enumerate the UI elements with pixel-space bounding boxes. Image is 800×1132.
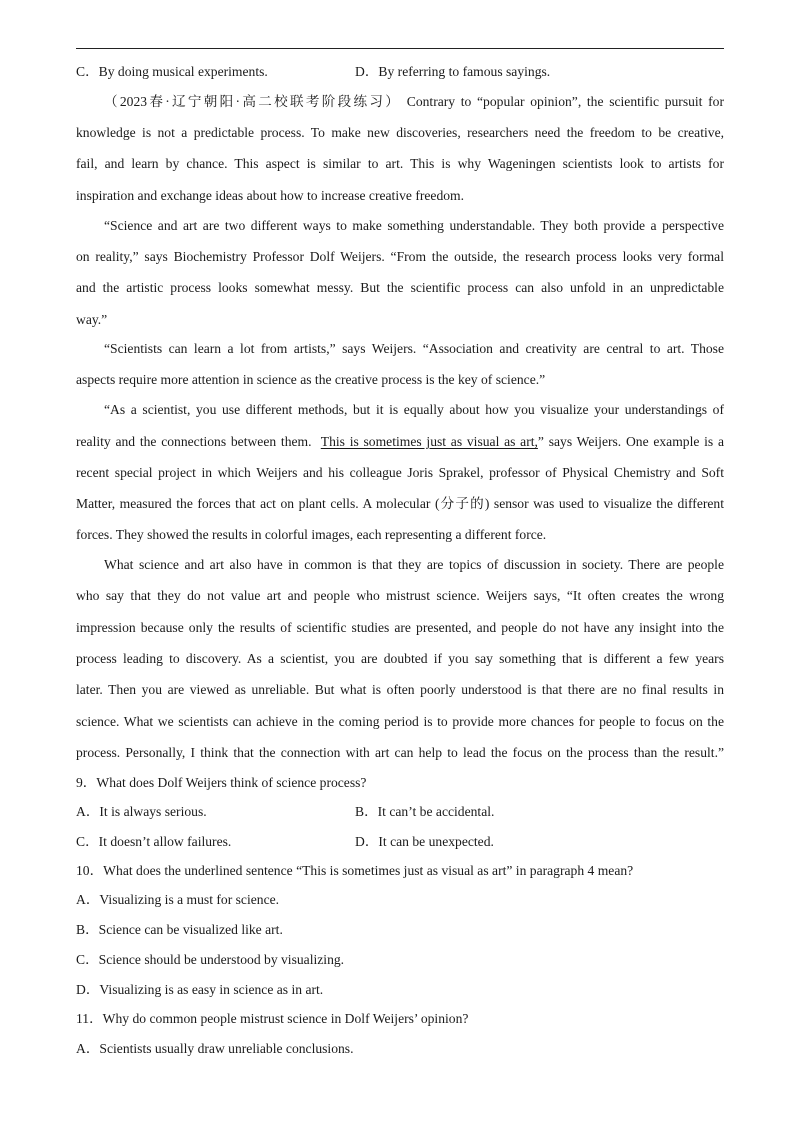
- passage-p4-line4: Matter, measured the forces that act on plant cells. A molecular (分子的) sensor was used to visualize the different: [76, 496, 724, 511]
- passage-p1-line2: knowledge is not a predictable process. To make new discoveries, researchers need the freedom to be creative,: [76, 125, 724, 140]
- question-source: （2023春·辽宁朝阳·高二校联考阶段练习）: [104, 94, 402, 109]
- option-c-prev[interactable]: C．By doing musical experiments.: [76, 64, 268, 79]
- question-10-stem: 10．What does the underlined sentence “This is sometimes just as visual as art” in paragraph 4 mean?: [76, 863, 634, 878]
- passage-p3-line1: “Scientists can learn a lot from artists,” says Weijers. “Association and creativity are central to art. Those: [104, 341, 724, 356]
- passage-p5-line2: who say that they do not value art and people who mistrust science. Weijers says, “It often creates the wrong: [76, 588, 724, 603]
- underlined-sentence: This is sometimes just as visual as art,: [320, 434, 538, 449]
- question-9-stem: 9．What does Dolf Weijers think of science process?: [76, 775, 367, 790]
- passage-p2-line1: “Science and art are two different ways to make something understandable. They both provide a perspective: [104, 218, 724, 233]
- passage-p5-line3: impression because only the results of scientific studies are presented, and people do not have any insight into the: [76, 620, 724, 635]
- question-9-option-c[interactable]: C．It doesn’t allow failures.: [76, 834, 232, 849]
- header-rule: [76, 48, 724, 49]
- question-11-option-a[interactable]: A．Scientists usually draw unreliable conclusions.: [76, 1041, 354, 1056]
- passage-p5-line4: process leading to discovery. As a scientist, you are doubted if you say something that is different a few years: [76, 651, 724, 666]
- question-10-option-d[interactable]: D．Visualizing is as easy in science as in art.: [76, 982, 324, 997]
- passage-p3-line2: aspects require more attention in science as the creative process is the key of science.”: [76, 372, 546, 387]
- question-11-stem: 11．Why do common people mistrust science in Dolf Weijers’ opinion?: [76, 1011, 469, 1026]
- question-9-option-a[interactable]: A．It is always serious.: [76, 804, 207, 819]
- passage-p2-line2: on reality,” says Biochemistry Professor Dolf Weijers. “From the outside, the research process looks very formal: [76, 249, 724, 264]
- question-9-option-d[interactable]: D．It can be unexpected.: [355, 834, 494, 849]
- question-10-option-a[interactable]: A．Visualizing is a must for science.: [76, 892, 280, 907]
- passage-p5-line6: science. What we scientists can achieve in the coming period is to provide more chances for people to focus on the: [76, 714, 724, 729]
- passage-p1-line1: （2023春·辽宁朝阳·高二校联考阶段练习） Contrary to “popular opinion”, the scientific pursuit for: [104, 94, 724, 109]
- passage-p1-line4: inspiration and exchange ideas about how to increase creative freedom.: [76, 188, 465, 203]
- option-d-prev[interactable]: D．By referring to famous sayings.: [355, 64, 551, 79]
- passage-p5-line1: What science and art also have in common is that they are topics of discussion in society. There are people: [104, 557, 724, 572]
- question-9-option-b[interactable]: B．It can’t be accidental.: [355, 804, 495, 819]
- passage-p4-line2: reality and the connections between them. This is sometimes just as visual as art,” says Weijers. One example is a: [76, 434, 724, 449]
- passage-p2-line3: and the artistic process looks somewhat messy. But the scientific process can also unfold in an unpredictable: [76, 280, 724, 295]
- passage-p5-line7: process. Personally, I think that the connection with art can help to lead the focus on the process than the result.”: [76, 745, 724, 760]
- passage-p1-line3: fail, and learn by chance. This aspect is similar to art. This is why Wageningen scientists look to artists for: [76, 156, 724, 171]
- passage-p4-line5: forces. They showed the results in colorful images, each representing a different force.: [76, 527, 547, 542]
- question-10-option-c[interactable]: C．Science should be understood by visualizing.: [76, 952, 345, 967]
- passage-p4-line3: recent special project in which Weijers and his colleague Joris Sprakel, professor of Physical Chemistry and Soft: [76, 465, 724, 480]
- passage-p2-line4: way.”: [76, 312, 108, 327]
- passage-p4-line1: “As a scientist, you use different methods, but it is equally about how you visualize your understandings of: [104, 402, 724, 417]
- question-10-option-b[interactable]: B．Science can be visualized like art.: [76, 922, 283, 937]
- passage-p5-line5: later. Then you are viewed as unreliable. But what is often poorly understood is that there are no final results in: [76, 682, 724, 697]
